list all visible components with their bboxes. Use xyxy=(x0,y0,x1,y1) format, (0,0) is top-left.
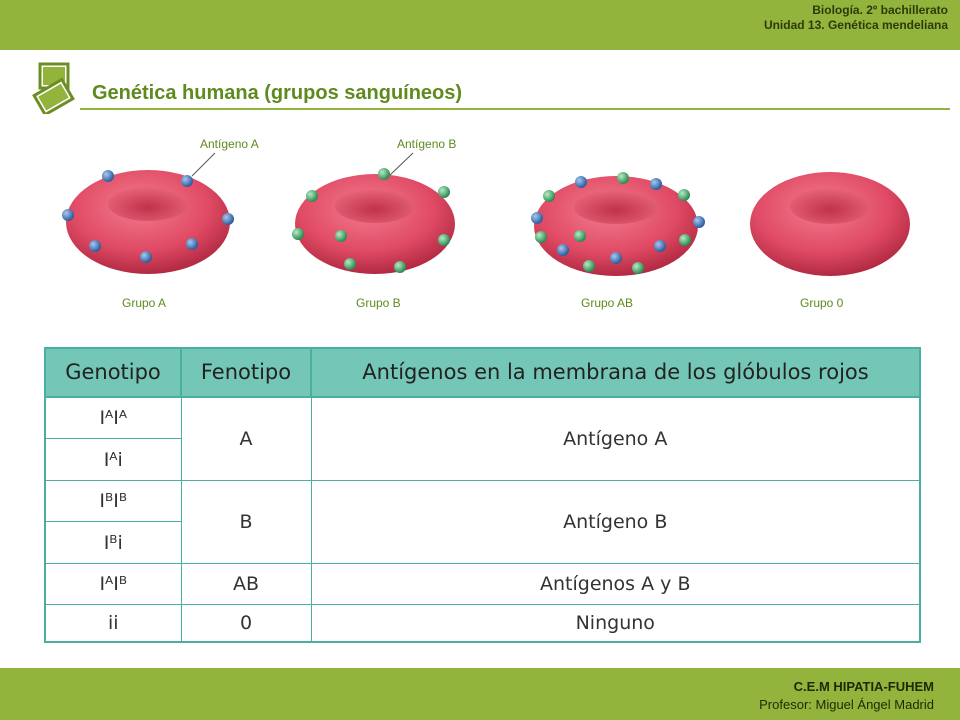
genotype-cell: Iᴬi xyxy=(45,439,181,481)
blood-group-table xyxy=(44,347,921,643)
footer-info xyxy=(759,678,934,714)
antigen-a-label: Antígeno A xyxy=(200,137,259,151)
table-row xyxy=(45,480,920,522)
course-info xyxy=(764,3,948,33)
phenotype-cell: A xyxy=(181,397,311,481)
teacher-name: Profesor: Miguel Ángel Madrid xyxy=(759,697,934,712)
genotype-cell: ii xyxy=(45,605,181,642)
cell-group-ab xyxy=(531,172,705,276)
header-phenotype: Fenotipo xyxy=(181,348,311,397)
table-header-row xyxy=(45,348,920,397)
phenotype-cell: AB xyxy=(181,563,311,605)
genotype-cell: IᴮIᴮ xyxy=(45,480,181,522)
group-b-label: Grupo B xyxy=(356,296,401,310)
cell-group-b xyxy=(292,168,455,274)
genotype-cell: IᴬIᴬ xyxy=(45,397,181,439)
cell-group-0 xyxy=(750,172,910,276)
phenotype-cell: B xyxy=(181,480,311,563)
antigens-cell: Antígeno A xyxy=(311,397,920,481)
school-name: C.E.M HIPATIA-FUHEM xyxy=(793,679,934,694)
group-a-label: Grupo A xyxy=(122,296,167,310)
header-antigens: Antígenos en la membrana de los glóbulos rojos xyxy=(311,348,920,397)
antigen-b-label: Antígeno B xyxy=(397,137,457,151)
phenotype-cell: 0 xyxy=(181,605,311,642)
cell-group-a xyxy=(62,170,234,274)
group-ab-label: Grupo AB xyxy=(581,296,634,310)
group-0-label: Grupo 0 xyxy=(800,296,844,310)
table-row xyxy=(45,397,920,439)
slide-title: Genética humana (grupos sanguíneos) xyxy=(92,82,463,104)
course-line-2: Unidad 13. Genética mendeliana xyxy=(763,18,948,32)
header-genotype: Genotipo xyxy=(45,348,181,397)
blood-cells-figure xyxy=(0,110,960,320)
genotype-cell: Iᴮi xyxy=(45,522,181,564)
slide-logo-icon xyxy=(30,62,82,114)
genotype-cell: IᴬIᴮ xyxy=(45,563,181,605)
course-line-1: Biología. 2º bachillerato xyxy=(812,3,948,17)
antigens-cell: Antígenos A y B xyxy=(311,563,920,605)
antigens-cell: Ninguno xyxy=(311,605,920,642)
table-row xyxy=(45,563,920,605)
table-row xyxy=(45,605,920,642)
antigens-cell: Antígeno B xyxy=(311,480,920,563)
